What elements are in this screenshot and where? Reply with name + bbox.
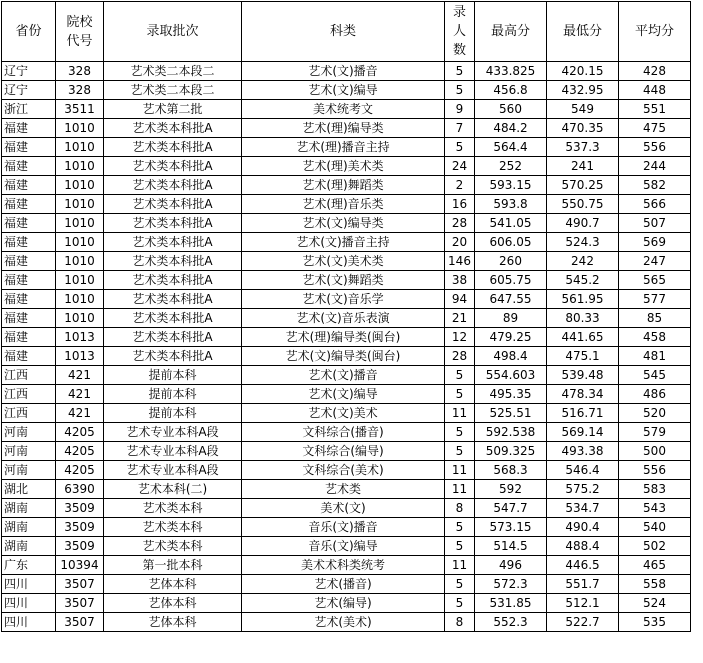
table-row bbox=[2, 138, 691, 157]
cell-category: 艺术(美术) bbox=[242, 613, 445, 632]
table-row bbox=[2, 404, 691, 423]
cell-batch: 艺术类本科批A bbox=[104, 328, 242, 347]
cell-school-code: 1010 bbox=[56, 252, 104, 271]
cell-avg-score: 566 bbox=[619, 195, 691, 214]
cell-school-code: 1010 bbox=[56, 176, 104, 195]
cell-school-code: 1010 bbox=[56, 309, 104, 328]
cell-max-score: 592.538 bbox=[475, 423, 547, 442]
cell-min-score: 534.7 bbox=[547, 499, 619, 518]
cell-min-score: 539.48 bbox=[547, 366, 619, 385]
cell-min-score: 475.1 bbox=[547, 347, 619, 366]
cell-enrolled: 5 bbox=[445, 537, 475, 556]
cell-province: 福建 bbox=[2, 309, 56, 328]
cell-avg-score: 244 bbox=[619, 157, 691, 176]
cell-avg-score: 558 bbox=[619, 575, 691, 594]
cell-category: 艺术(文)美术 bbox=[242, 404, 445, 423]
cell-min-score: 512.1 bbox=[547, 594, 619, 613]
cell-avg-score: 583 bbox=[619, 480, 691, 499]
cell-batch: 第一批本科 bbox=[104, 556, 242, 575]
cell-category: 艺术(播音) bbox=[242, 575, 445, 594]
cell-category: 艺术(理)编导类(闽台) bbox=[242, 328, 445, 347]
cell-school-code: 6390 bbox=[56, 480, 104, 499]
cell-max-score: 606.05 bbox=[475, 233, 547, 252]
cell-enrolled: 28 bbox=[445, 214, 475, 233]
cell-min-score: 561.95 bbox=[547, 290, 619, 309]
cell-category: 艺术类 bbox=[242, 480, 445, 499]
cell-province: 福建 bbox=[2, 138, 56, 157]
cell-category: 艺术(文)编导类 bbox=[242, 214, 445, 233]
table-row bbox=[2, 252, 691, 271]
cell-max-score: 525.51 bbox=[475, 404, 547, 423]
cell-school-code: 10394 bbox=[56, 556, 104, 575]
cell-category: 艺术(编导) bbox=[242, 594, 445, 613]
cell-category: 文科综合(美术) bbox=[242, 461, 445, 480]
cell-batch: 艺术类本科批A bbox=[104, 176, 242, 195]
cell-province: 福建 bbox=[2, 195, 56, 214]
cell-province: 福建 bbox=[2, 214, 56, 233]
cell-category: 艺术(文)舞蹈类 bbox=[242, 271, 445, 290]
cell-avg-score: 569 bbox=[619, 233, 691, 252]
cell-min-score: 80.33 bbox=[547, 309, 619, 328]
cell-avg-score: 465 bbox=[619, 556, 691, 575]
cell-avg-score: 481 bbox=[619, 347, 691, 366]
cell-school-code: 1010 bbox=[56, 214, 104, 233]
cell-enrolled: 38 bbox=[445, 271, 475, 290]
cell-max-score: 514.5 bbox=[475, 537, 547, 556]
cell-min-score: 570.25 bbox=[547, 176, 619, 195]
cell-avg-score: 565 bbox=[619, 271, 691, 290]
table-row bbox=[2, 442, 691, 461]
cell-min-score: 524.3 bbox=[547, 233, 619, 252]
cell-batch: 艺术类本科批A bbox=[104, 157, 242, 176]
cell-batch: 艺术类二本段二 bbox=[104, 81, 242, 100]
cell-max-score: 572.3 bbox=[475, 575, 547, 594]
cell-max-score: 89 bbox=[475, 309, 547, 328]
cell-enrolled: 11 bbox=[445, 461, 475, 480]
cell-max-score: 573.15 bbox=[475, 518, 547, 537]
cell-max-score: 554.603 bbox=[475, 366, 547, 385]
cell-school-code: 421 bbox=[56, 385, 104, 404]
table-row bbox=[2, 347, 691, 366]
cell-avg-score: 582 bbox=[619, 176, 691, 195]
cell-max-score: 647.55 bbox=[475, 290, 547, 309]
cell-min-score: 550.75 bbox=[547, 195, 619, 214]
cell-min-score: 241 bbox=[547, 157, 619, 176]
table-row bbox=[2, 328, 691, 347]
cell-enrolled: 5 bbox=[445, 442, 475, 461]
cell-school-code: 3511 bbox=[56, 100, 104, 119]
cell-province: 湖南 bbox=[2, 518, 56, 537]
cell-min-score: 432.95 bbox=[547, 81, 619, 100]
cell-batch: 艺术专业本科A段 bbox=[104, 442, 242, 461]
cell-enrolled: 28 bbox=[445, 347, 475, 366]
cell-province: 江西 bbox=[2, 404, 56, 423]
cell-avg-score: 502 bbox=[619, 537, 691, 556]
cell-avg-score: 577 bbox=[619, 290, 691, 309]
table-row bbox=[2, 62, 691, 81]
cell-max-score: 433.825 bbox=[475, 62, 547, 81]
cell-enrolled: 24 bbox=[445, 157, 475, 176]
cell-school-code: 1010 bbox=[56, 290, 104, 309]
cell-province: 福建 bbox=[2, 119, 56, 138]
header-max: 最高分 bbox=[475, 2, 547, 62]
cell-enrolled: 11 bbox=[445, 556, 475, 575]
cell-province: 河南 bbox=[2, 423, 56, 442]
table-row bbox=[2, 499, 691, 518]
header-category: 科类 bbox=[242, 2, 445, 62]
cell-avg-score: 520 bbox=[619, 404, 691, 423]
cell-school-code: 3507 bbox=[56, 613, 104, 632]
cell-school-code: 1010 bbox=[56, 271, 104, 290]
header-school-code-label: 院校代号 bbox=[66, 14, 93, 49]
cell-enrolled: 5 bbox=[445, 138, 475, 157]
cell-batch: 艺术类本科批A bbox=[104, 195, 242, 214]
cell-province: 河南 bbox=[2, 442, 56, 461]
cell-province: 四川 bbox=[2, 613, 56, 632]
cell-max-score: 479.25 bbox=[475, 328, 547, 347]
cell-batch: 艺术类本科批A bbox=[104, 119, 242, 138]
cell-min-score: 488.4 bbox=[547, 537, 619, 556]
cell-min-score: 569.14 bbox=[547, 423, 619, 442]
cell-batch: 艺术类本科批A bbox=[104, 309, 242, 328]
cell-province: 辽宁 bbox=[2, 62, 56, 81]
cell-school-code: 1010 bbox=[56, 119, 104, 138]
cell-category: 艺术(文)播音 bbox=[242, 366, 445, 385]
cell-batch: 提前本科 bbox=[104, 385, 242, 404]
table-row bbox=[2, 195, 691, 214]
table-row bbox=[2, 385, 691, 404]
cell-school-code: 3507 bbox=[56, 575, 104, 594]
cell-school-code: 3509 bbox=[56, 537, 104, 556]
cell-max-score: 547.7 bbox=[475, 499, 547, 518]
cell-enrolled: 12 bbox=[445, 328, 475, 347]
table-row bbox=[2, 575, 691, 594]
cell-province: 福建 bbox=[2, 328, 56, 347]
cell-province: 福建 bbox=[2, 176, 56, 195]
cell-category: 艺术(理)编导类 bbox=[242, 119, 445, 138]
cell-school-code: 421 bbox=[56, 404, 104, 423]
cell-category: 艺术(文)编导 bbox=[242, 385, 445, 404]
cell-avg-score: 524 bbox=[619, 594, 691, 613]
table-row bbox=[2, 214, 691, 233]
cell-enrolled: 5 bbox=[445, 518, 475, 537]
cell-category: 音乐(文)播音 bbox=[242, 518, 445, 537]
cell-enrolled: 94 bbox=[445, 290, 475, 309]
cell-min-score: 493.38 bbox=[547, 442, 619, 461]
cell-batch: 艺体本科 bbox=[104, 594, 242, 613]
cell-school-code: 1013 bbox=[56, 347, 104, 366]
cell-school-code: 1010 bbox=[56, 157, 104, 176]
cell-batch: 艺体本科 bbox=[104, 575, 242, 594]
table-row bbox=[2, 271, 691, 290]
cell-category: 文科综合(编导) bbox=[242, 442, 445, 461]
cell-max-score: 605.75 bbox=[475, 271, 547, 290]
cell-avg-score: 85 bbox=[619, 309, 691, 328]
header-school-code bbox=[56, 2, 104, 62]
cell-min-score: 546.4 bbox=[547, 461, 619, 480]
cell-min-score: 490.4 bbox=[547, 518, 619, 537]
table-row bbox=[2, 81, 691, 100]
cell-school-code: 328 bbox=[56, 62, 104, 81]
cell-max-score: 593.15 bbox=[475, 176, 547, 195]
table-row bbox=[2, 309, 691, 328]
cell-school-code: 1010 bbox=[56, 138, 104, 157]
cell-avg-score: 247 bbox=[619, 252, 691, 271]
cell-school-code: 328 bbox=[56, 81, 104, 100]
table-row bbox=[2, 157, 691, 176]
cell-enrolled: 5 bbox=[445, 575, 475, 594]
header-min: 最低分 bbox=[547, 2, 619, 62]
cell-category: 艺术(文)播音 bbox=[242, 62, 445, 81]
cell-enrolled: 20 bbox=[445, 233, 475, 252]
cell-batch: 艺术类本科批A bbox=[104, 138, 242, 157]
cell-category: 艺术(文)美术类 bbox=[242, 252, 445, 271]
cell-max-score: 552.3 bbox=[475, 613, 547, 632]
cell-avg-score: 500 bbox=[619, 442, 691, 461]
table-row bbox=[2, 100, 691, 119]
cell-max-score: 564.4 bbox=[475, 138, 547, 157]
table-row bbox=[2, 233, 691, 252]
cell-province: 福建 bbox=[2, 290, 56, 309]
cell-province: 江西 bbox=[2, 385, 56, 404]
cell-min-score: 490.7 bbox=[547, 214, 619, 233]
cell-batch: 艺术类本科批A bbox=[104, 290, 242, 309]
cell-avg-score: 543 bbox=[619, 499, 691, 518]
cell-enrolled: 5 bbox=[445, 366, 475, 385]
cell-province: 福建 bbox=[2, 347, 56, 366]
cell-avg-score: 507 bbox=[619, 214, 691, 233]
cell-min-score: 551.7 bbox=[547, 575, 619, 594]
cell-category: 文科综合(播音) bbox=[242, 423, 445, 442]
cell-province: 四川 bbox=[2, 594, 56, 613]
table-row bbox=[2, 556, 691, 575]
cell-province: 湖南 bbox=[2, 499, 56, 518]
cell-province: 福建 bbox=[2, 233, 56, 252]
cell-min-score: 478.34 bbox=[547, 385, 619, 404]
cell-school-code: 1010 bbox=[56, 195, 104, 214]
table-row bbox=[2, 176, 691, 195]
cell-min-score: 522.7 bbox=[547, 613, 619, 632]
cell-province: 湖北 bbox=[2, 480, 56, 499]
cell-province: 江西 bbox=[2, 366, 56, 385]
table-row bbox=[2, 613, 691, 632]
cell-avg-score: 545 bbox=[619, 366, 691, 385]
cell-max-score: 496 bbox=[475, 556, 547, 575]
header-batch: 录取批次 bbox=[104, 2, 242, 62]
table-row bbox=[2, 290, 691, 309]
cell-batch: 艺术类本科 bbox=[104, 499, 242, 518]
cell-batch: 艺体本科 bbox=[104, 613, 242, 632]
table-row bbox=[2, 537, 691, 556]
cell-max-score: 541.05 bbox=[475, 214, 547, 233]
cell-min-score: 516.71 bbox=[547, 404, 619, 423]
cell-max-score: 456.8 bbox=[475, 81, 547, 100]
cell-enrolled: 146 bbox=[445, 252, 475, 271]
cell-batch: 艺术本科(二) bbox=[104, 480, 242, 499]
cell-batch: 提前本科 bbox=[104, 366, 242, 385]
cell-enrolled: 7 bbox=[445, 119, 475, 138]
cell-max-score: 531.85 bbox=[475, 594, 547, 613]
cell-category: 艺术(文)播音主持 bbox=[242, 233, 445, 252]
cell-enrolled: 11 bbox=[445, 404, 475, 423]
cell-max-score: 568.3 bbox=[475, 461, 547, 480]
cell-max-score: 495.35 bbox=[475, 385, 547, 404]
cell-school-code: 3507 bbox=[56, 594, 104, 613]
cell-avg-score: 556 bbox=[619, 461, 691, 480]
cell-max-score: 592 bbox=[475, 480, 547, 499]
cell-enrolled: 8 bbox=[445, 499, 475, 518]
cell-enrolled: 16 bbox=[445, 195, 475, 214]
admission-scores-table bbox=[1, 1, 691, 632]
cell-enrolled: 5 bbox=[445, 62, 475, 81]
cell-max-score: 484.2 bbox=[475, 119, 547, 138]
table-row bbox=[2, 461, 691, 480]
cell-category: 艺术(文)编导类(闽台) bbox=[242, 347, 445, 366]
cell-school-code: 1010 bbox=[56, 233, 104, 252]
cell-category: 美术(文) bbox=[242, 499, 445, 518]
cell-min-score: 420.15 bbox=[547, 62, 619, 81]
cell-province: 浙江 bbox=[2, 100, 56, 119]
cell-batch: 艺术类本科批A bbox=[104, 252, 242, 271]
cell-province: 河南 bbox=[2, 461, 56, 480]
cell-category: 艺术(文)音乐学 bbox=[242, 290, 445, 309]
cell-avg-score: 540 bbox=[619, 518, 691, 537]
cell-enrolled: 21 bbox=[445, 309, 475, 328]
cell-province: 广东 bbox=[2, 556, 56, 575]
cell-enrolled: 9 bbox=[445, 100, 475, 119]
cell-enrolled: 5 bbox=[445, 385, 475, 404]
header-avg: 平均分 bbox=[619, 2, 691, 62]
cell-category: 艺术(文)音乐表演 bbox=[242, 309, 445, 328]
cell-avg-score: 486 bbox=[619, 385, 691, 404]
header-enrolled-label: 录人数 bbox=[452, 5, 466, 58]
cell-batch: 艺术类本科 bbox=[104, 537, 242, 556]
cell-avg-score: 428 bbox=[619, 62, 691, 81]
cell-province: 湖南 bbox=[2, 537, 56, 556]
cell-batch: 艺术类本科批A bbox=[104, 347, 242, 366]
cell-school-code: 1013 bbox=[56, 328, 104, 347]
cell-school-code: 4205 bbox=[56, 442, 104, 461]
cell-category: 艺术(理)美术类 bbox=[242, 157, 445, 176]
cell-enrolled: 2 bbox=[445, 176, 475, 195]
table-row bbox=[2, 119, 691, 138]
header-enrolled bbox=[445, 2, 475, 62]
cell-avg-score: 556 bbox=[619, 138, 691, 157]
cell-province: 福建 bbox=[2, 252, 56, 271]
cell-enrolled: 8 bbox=[445, 613, 475, 632]
cell-min-score: 537.3 bbox=[547, 138, 619, 157]
cell-batch: 艺术专业本科A段 bbox=[104, 423, 242, 442]
cell-min-score: 545.2 bbox=[547, 271, 619, 290]
cell-batch: 艺术类本科批A bbox=[104, 233, 242, 252]
table-row bbox=[2, 366, 691, 385]
cell-batch: 艺术类二本段二 bbox=[104, 62, 242, 81]
cell-category: 艺术(理)播音主持 bbox=[242, 138, 445, 157]
cell-min-score: 575.2 bbox=[547, 480, 619, 499]
cell-min-score: 446.5 bbox=[547, 556, 619, 575]
cell-enrolled: 5 bbox=[445, 423, 475, 442]
cell-enrolled: 5 bbox=[445, 594, 475, 613]
cell-school-code: 4205 bbox=[56, 423, 104, 442]
cell-max-score: 509.325 bbox=[475, 442, 547, 461]
cell-batch: 艺术第二批 bbox=[104, 100, 242, 119]
cell-batch: 提前本科 bbox=[104, 404, 242, 423]
cell-avg-score: 579 bbox=[619, 423, 691, 442]
cell-batch: 艺术专业本科A段 bbox=[104, 461, 242, 480]
cell-avg-score: 458 bbox=[619, 328, 691, 347]
cell-max-score: 560 bbox=[475, 100, 547, 119]
cell-max-score: 260 bbox=[475, 252, 547, 271]
cell-batch: 艺术类本科 bbox=[104, 518, 242, 537]
cell-school-code: 4205 bbox=[56, 461, 104, 480]
cell-category: 美术术科类统考 bbox=[242, 556, 445, 575]
cell-max-score: 252 bbox=[475, 157, 547, 176]
cell-category: 美术统考文 bbox=[242, 100, 445, 119]
header-row bbox=[2, 2, 691, 62]
cell-province: 福建 bbox=[2, 157, 56, 176]
table-row bbox=[2, 518, 691, 537]
cell-min-score: 242 bbox=[547, 252, 619, 271]
cell-enrolled: 11 bbox=[445, 480, 475, 499]
header-province: 省份 bbox=[2, 2, 56, 62]
cell-batch: 艺术类本科批A bbox=[104, 271, 242, 290]
cell-max-score: 593.8 bbox=[475, 195, 547, 214]
cell-avg-score: 448 bbox=[619, 81, 691, 100]
cell-min-score: 549 bbox=[547, 100, 619, 119]
cell-avg-score: 475 bbox=[619, 119, 691, 138]
cell-enrolled: 5 bbox=[445, 81, 475, 100]
table-row bbox=[2, 480, 691, 499]
cell-min-score: 441.65 bbox=[547, 328, 619, 347]
cell-school-code: 421 bbox=[56, 366, 104, 385]
cell-min-score: 470.35 bbox=[547, 119, 619, 138]
cell-category: 艺术(理)音乐类 bbox=[242, 195, 445, 214]
table-row bbox=[2, 423, 691, 442]
cell-avg-score: 551 bbox=[619, 100, 691, 119]
cell-province: 辽宁 bbox=[2, 81, 56, 100]
cell-category: 艺术(理)舞蹈类 bbox=[242, 176, 445, 195]
table-row bbox=[2, 594, 691, 613]
cell-province: 四川 bbox=[2, 575, 56, 594]
cell-category: 艺术(文)编导 bbox=[242, 81, 445, 100]
cell-batch: 艺术类本科批A bbox=[104, 214, 242, 233]
cell-school-code: 3509 bbox=[56, 518, 104, 537]
cell-province: 福建 bbox=[2, 271, 56, 290]
cell-max-score: 498.4 bbox=[475, 347, 547, 366]
cell-school-code: 3509 bbox=[56, 499, 104, 518]
cell-avg-score: 535 bbox=[619, 613, 691, 632]
cell-category: 音乐(文)编导 bbox=[242, 537, 445, 556]
